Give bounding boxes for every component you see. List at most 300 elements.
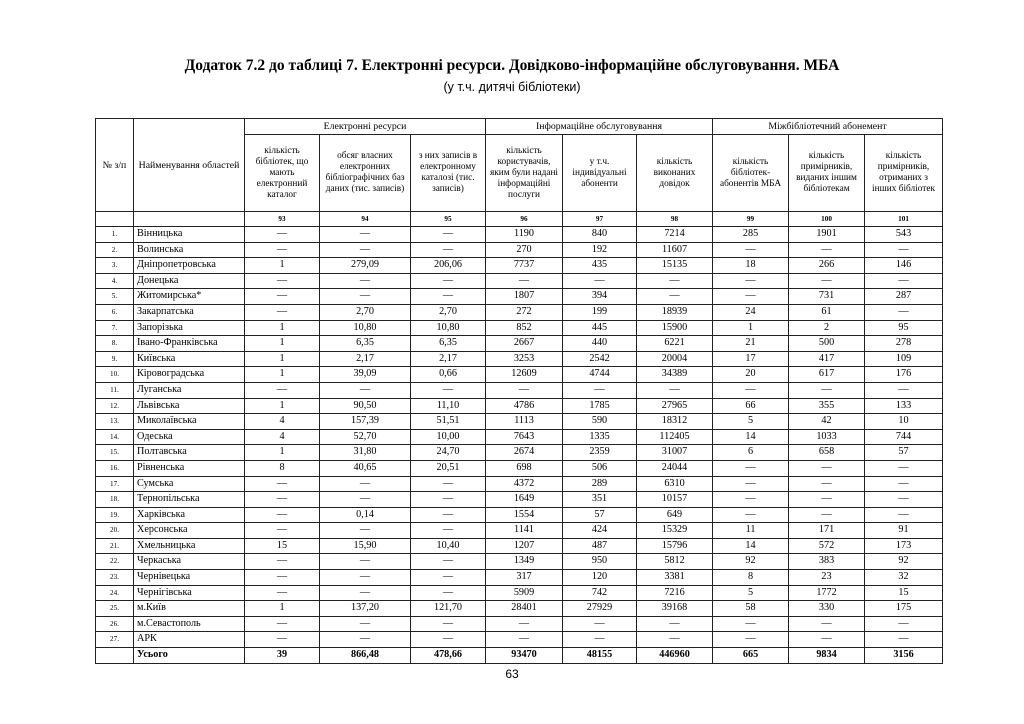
row-number: 26. (96, 616, 134, 632)
cell-value: — (411, 382, 486, 398)
cell-value: 1207 (486, 538, 563, 554)
total-value: 39 (245, 648, 320, 664)
row-number: 4. (96, 273, 134, 289)
cell-value: 7643 (486, 429, 563, 445)
cell-value: — (411, 632, 486, 648)
row-number: 14. (96, 429, 134, 445)
cell-value: — (789, 476, 865, 492)
total-number-empty (96, 648, 134, 664)
cell-value: 91 (865, 523, 943, 539)
cell-value: 15,90 (320, 538, 411, 554)
cell-value: 27965 (637, 398, 713, 414)
cell-value: 649 (637, 507, 713, 523)
table-row (96, 242, 943, 258)
cell-value: — (411, 585, 486, 601)
cell-value: — (713, 273, 789, 289)
cell-value: — (411, 242, 486, 258)
cell-value: 487 (563, 538, 637, 554)
row-number: 3. (96, 258, 134, 274)
cell-value: — (865, 632, 943, 648)
cell-value: — (713, 632, 789, 648)
cell-value: 31,80 (320, 445, 411, 461)
cell-value: 15135 (637, 258, 713, 274)
total-value: 9834 (789, 648, 865, 664)
cell-value: 192 (563, 242, 637, 258)
table-row (96, 523, 943, 539)
statistics-table (95, 118, 943, 664)
cell-value: — (320, 585, 411, 601)
row-number: 13. (96, 414, 134, 430)
cell-value: 383 (789, 554, 865, 570)
cell-value: 66 (713, 398, 789, 414)
cell-value: 287 (865, 289, 943, 305)
cell-value: 6 (713, 445, 789, 461)
header-column-6: кількість виконаних довідок (637, 135, 713, 212)
cell-value: — (637, 289, 713, 305)
cell-value: — (411, 289, 486, 305)
cell-value: — (563, 616, 637, 632)
cell-value: — (320, 242, 411, 258)
cell-value: 11607 (637, 242, 713, 258)
colnum-empty (96, 212, 134, 227)
cell-value: 137,20 (320, 601, 411, 617)
cell-value: 4 (245, 414, 320, 430)
cell-value: — (713, 382, 789, 398)
cell-value: 1 (245, 398, 320, 414)
cell-value: — (320, 523, 411, 539)
region-name: Миколаївська (134, 414, 245, 430)
cell-value: 445 (563, 320, 637, 336)
cell-value: 57 (563, 507, 637, 523)
row-number: 22. (96, 554, 134, 570)
cell-value: — (486, 382, 563, 398)
cell-value: 270 (486, 242, 563, 258)
cell-value: — (245, 382, 320, 398)
cell-value: 1033 (789, 429, 865, 445)
table-row (96, 632, 943, 648)
cell-value: 285 (713, 227, 789, 243)
cell-value: 61 (789, 304, 865, 320)
cell-value: 2,17 (320, 351, 411, 367)
cell-value: 617 (789, 367, 865, 383)
column-number: 95 (411, 212, 486, 227)
cell-value: 10,80 (320, 320, 411, 336)
cell-value: 175 (865, 601, 943, 617)
cell-value: — (637, 273, 713, 289)
cell-value: — (245, 227, 320, 243)
table-row (96, 554, 943, 570)
table-row (96, 320, 943, 336)
cell-value: — (865, 304, 943, 320)
table-row (96, 460, 943, 476)
cell-value: 157,39 (320, 414, 411, 430)
cell-value: 92 (865, 554, 943, 570)
cell-value: 506 (563, 460, 637, 476)
cell-value: 2 (789, 320, 865, 336)
cell-value: — (713, 460, 789, 476)
cell-value: 4372 (486, 476, 563, 492)
table-row (96, 351, 943, 367)
total-value: 446960 (637, 648, 713, 664)
cell-value: 1 (245, 601, 320, 617)
cell-value: 7216 (637, 585, 713, 601)
row-number: 27. (96, 632, 134, 648)
table-row (96, 289, 943, 305)
cell-value: 1772 (789, 585, 865, 601)
cell-value: 4744 (563, 367, 637, 383)
cell-value: 698 (486, 460, 563, 476)
region-name: Київська (134, 351, 245, 367)
cell-value: 1807 (486, 289, 563, 305)
cell-value: 543 (865, 227, 943, 243)
cell-value: 852 (486, 320, 563, 336)
table-row (96, 398, 943, 414)
row-number: 12. (96, 398, 134, 414)
cell-value: 1 (245, 351, 320, 367)
cell-value: — (245, 242, 320, 258)
cell-value: 171 (789, 523, 865, 539)
total-label: Усього (134, 648, 245, 664)
cell-value: 330 (789, 601, 865, 617)
row-number: 8. (96, 336, 134, 352)
cell-value: — (865, 476, 943, 492)
region-name: Чернівецька (134, 570, 245, 586)
cell-value: 146 (865, 258, 943, 274)
region-name: Полтавська (134, 445, 245, 461)
cell-value: — (713, 507, 789, 523)
row-number: 25. (96, 601, 134, 617)
cell-value: 32 (865, 570, 943, 586)
header-group-information-service: Інформаційне обслуговування (486, 119, 713, 135)
header-column-9: кількість примірників, отриманих з інших бібліотек (865, 135, 943, 212)
cell-value: — (320, 570, 411, 586)
cell-value: 279,09 (320, 258, 411, 274)
header-column-8: кількість примірників, виданих іншим бібліотекам (789, 135, 865, 212)
table-row (96, 616, 943, 632)
cell-value: 731 (789, 289, 865, 305)
table-row (96, 492, 943, 508)
cell-value: — (411, 273, 486, 289)
cell-value: — (486, 632, 563, 648)
cell-value: 2,17 (411, 351, 486, 367)
region-name: Одеська (134, 429, 245, 445)
cell-value: — (411, 570, 486, 586)
header-column-1: кількість бібліотек, що мають електронний каталог (245, 135, 320, 212)
document-title: Додаток 7.2 до таблиці 7. Електронні ресурси. Довідково-інформаційне обслуговування. МБА (184, 57, 840, 74)
cell-value: 2,70 (320, 304, 411, 320)
cell-value: — (245, 632, 320, 648)
cell-value: 24044 (637, 460, 713, 476)
cell-value: — (713, 289, 789, 305)
cell-value: 11,10 (411, 398, 486, 414)
table-row (96, 570, 943, 586)
row-number: 10. (96, 367, 134, 383)
table-row (96, 538, 943, 554)
cell-value: 58 (713, 601, 789, 617)
cell-value: 950 (563, 554, 637, 570)
cell-value: 23 (789, 570, 865, 586)
cell-value: 15796 (637, 538, 713, 554)
total-value: 478,66 (411, 648, 486, 664)
total-value: 48155 (563, 648, 637, 664)
header-region-name: Найменування областей (134, 119, 245, 212)
cell-value: 57 (865, 445, 943, 461)
table-row (96, 445, 943, 461)
cell-value: 11 (713, 523, 789, 539)
cell-value: 1 (713, 320, 789, 336)
cell-value: 39168 (637, 601, 713, 617)
cell-value: 21 (713, 336, 789, 352)
cell-value: — (320, 616, 411, 632)
cell-value: 1141 (486, 523, 563, 539)
cell-value: 1785 (563, 398, 637, 414)
cell-value: 15 (245, 538, 320, 554)
header-group-electronic-resources: Електронні ресурси (245, 119, 486, 135)
cell-value: 7214 (637, 227, 713, 243)
header-column-4: кількість користувачів, яким були надані інформаційні послуги (486, 135, 563, 212)
region-name: Львівська (134, 398, 245, 414)
row-number: 1. (96, 227, 134, 243)
cell-value: — (865, 382, 943, 398)
row-number: 2. (96, 242, 134, 258)
cell-value: 6221 (637, 336, 713, 352)
cell-value: 120 (563, 570, 637, 586)
cell-value: 272 (486, 304, 563, 320)
cell-value: — (713, 476, 789, 492)
region-name: Житомирська* (134, 289, 245, 305)
cell-value: — (789, 382, 865, 398)
cell-value: 1 (245, 445, 320, 461)
column-number: 100 (789, 212, 865, 227)
cell-value: 278 (865, 336, 943, 352)
cell-value: 2674 (486, 445, 563, 461)
cell-value: — (486, 273, 563, 289)
row-number: 7. (96, 320, 134, 336)
cell-value: — (789, 460, 865, 476)
cell-value: — (411, 523, 486, 539)
cell-value: 417 (789, 351, 865, 367)
region-name: Хмельницька (134, 538, 245, 554)
row-number: 11. (96, 382, 134, 398)
cell-value: — (245, 304, 320, 320)
region-name: Сумська (134, 476, 245, 492)
cell-value: — (411, 227, 486, 243)
cell-value: — (865, 273, 943, 289)
cell-value: 14 (713, 429, 789, 445)
cell-value: — (789, 507, 865, 523)
cell-value: — (563, 273, 637, 289)
cell-value: 109 (865, 351, 943, 367)
cell-value: 15329 (637, 523, 713, 539)
cell-value: 1 (245, 367, 320, 383)
cell-value: 8 (245, 460, 320, 476)
cell-value: — (245, 585, 320, 601)
cell-value: — (713, 616, 789, 632)
cell-value: 840 (563, 227, 637, 243)
table-row (96, 382, 943, 398)
region-name: Харківська (134, 507, 245, 523)
cell-value: 173 (865, 538, 943, 554)
cell-value: — (713, 242, 789, 258)
cell-value: 6310 (637, 476, 713, 492)
header-column-3: з них записів в електронному каталозі (тис. записів) (411, 135, 486, 212)
cell-value: 199 (563, 304, 637, 320)
region-name: Тернопільська (134, 492, 245, 508)
cell-value: — (865, 507, 943, 523)
table-row (96, 414, 943, 430)
cell-value: — (865, 460, 943, 476)
cell-value: — (320, 382, 411, 398)
cell-value: 5909 (486, 585, 563, 601)
cell-value: — (789, 273, 865, 289)
cell-value: 28401 (486, 601, 563, 617)
header-column-2: обсяг власних електронних бібліографічних баз даних (тис. записів) (320, 135, 411, 212)
cell-value: — (865, 242, 943, 258)
cell-value: — (789, 492, 865, 508)
cell-value: 133 (865, 398, 943, 414)
row-number: 20. (96, 523, 134, 539)
cell-value: — (245, 289, 320, 305)
cell-value: 12609 (486, 367, 563, 383)
cell-value: 289 (563, 476, 637, 492)
cell-value: 40,65 (320, 460, 411, 476)
cell-value: 2,70 (411, 304, 486, 320)
cell-value: 1554 (486, 507, 563, 523)
column-number: 99 (713, 212, 789, 227)
cell-value: 2359 (563, 445, 637, 461)
total-value: 665 (713, 648, 789, 664)
cell-value: — (245, 492, 320, 508)
cell-value: 121,70 (411, 601, 486, 617)
cell-value: — (411, 492, 486, 508)
cell-value: 7737 (486, 258, 563, 274)
document-subtitle: (у т.ч. дитячі бібліотеки) (443, 80, 581, 94)
row-number: 24. (96, 585, 134, 601)
row-number: 5. (96, 289, 134, 305)
cell-value: 15 (865, 585, 943, 601)
table-row (96, 476, 943, 492)
cell-value: 1190 (486, 227, 563, 243)
header-column-7: кількість бібліотек-абонентів МБА (713, 135, 789, 212)
cell-value: 590 (563, 414, 637, 430)
region-name: Вінницька (134, 227, 245, 243)
table-row (96, 507, 943, 523)
cell-value: 15900 (637, 320, 713, 336)
cell-value: 95 (865, 320, 943, 336)
cell-value: 2667 (486, 336, 563, 352)
cell-value: — (789, 632, 865, 648)
table-row (96, 273, 943, 289)
region-name: м.Київ (134, 601, 245, 617)
cell-value: 10,40 (411, 538, 486, 554)
cell-value: 1901 (789, 227, 865, 243)
column-number: 98 (637, 212, 713, 227)
cell-value: 3381 (637, 570, 713, 586)
cell-value: 31007 (637, 445, 713, 461)
region-name: Чернігівська (134, 585, 245, 601)
cell-value: 10,00 (411, 429, 486, 445)
cell-value: — (411, 507, 486, 523)
table-row (96, 601, 943, 617)
cell-value: — (245, 554, 320, 570)
cell-value: 10 (865, 414, 943, 430)
cell-value: 52,70 (320, 429, 411, 445)
row-number: 19. (96, 507, 134, 523)
cell-value: 5 (713, 585, 789, 601)
cell-value: 20 (713, 367, 789, 383)
region-name: Запорізька (134, 320, 245, 336)
column-number: 93 (245, 212, 320, 227)
table-row (96, 336, 943, 352)
cell-value: 34389 (637, 367, 713, 383)
cell-value: 51,51 (411, 414, 486, 430)
cell-value: 1349 (486, 554, 563, 570)
region-name: Закарпатська (134, 304, 245, 320)
cell-value: — (411, 616, 486, 632)
cell-value: 17 (713, 351, 789, 367)
cell-value: 14 (713, 538, 789, 554)
cell-value: — (245, 616, 320, 632)
cell-value: 176 (865, 367, 943, 383)
cell-value: — (637, 382, 713, 398)
table-row (96, 367, 943, 383)
cell-value: 266 (789, 258, 865, 274)
table-row (96, 585, 943, 601)
cell-value: — (320, 273, 411, 289)
region-name: Черкаська (134, 554, 245, 570)
region-name: Херсонська (134, 523, 245, 539)
cell-value: 4786 (486, 398, 563, 414)
cell-value: 0,14 (320, 507, 411, 523)
cell-value: 0,66 (411, 367, 486, 383)
header-row-number: № з/п (96, 119, 134, 212)
cell-value: 435 (563, 258, 637, 274)
cell-value: 112405 (637, 429, 713, 445)
cell-value: — (563, 632, 637, 648)
row-number: 16. (96, 460, 134, 476)
cell-value: 351 (563, 492, 637, 508)
total-row (96, 648, 943, 664)
cell-value: — (865, 616, 943, 632)
cell-value: 5812 (637, 554, 713, 570)
cell-value: 1 (245, 320, 320, 336)
cell-value: 90,50 (320, 398, 411, 414)
cell-value: — (320, 492, 411, 508)
cell-value: 424 (563, 523, 637, 539)
table-row (96, 304, 943, 320)
table-row (96, 258, 943, 274)
row-number: 15. (96, 445, 134, 461)
region-name: Волинська (134, 242, 245, 258)
region-name: Івано-Франківська (134, 336, 245, 352)
column-number: 97 (563, 212, 637, 227)
cell-value: 6,35 (411, 336, 486, 352)
cell-value: 1 (245, 258, 320, 274)
column-number: 96 (486, 212, 563, 227)
header-column-5: у т.ч. індивідуальні абоненти (563, 135, 637, 212)
region-name: Кіровоградська (134, 367, 245, 383)
cell-value: — (320, 289, 411, 305)
cell-value: 206,06 (411, 258, 486, 274)
cell-value: 42 (789, 414, 865, 430)
row-number: 17. (96, 476, 134, 492)
cell-value: — (789, 616, 865, 632)
cell-value: 10157 (637, 492, 713, 508)
cell-value: 20004 (637, 351, 713, 367)
table-row (96, 227, 943, 243)
cell-value: — (637, 616, 713, 632)
cell-value: — (713, 492, 789, 508)
